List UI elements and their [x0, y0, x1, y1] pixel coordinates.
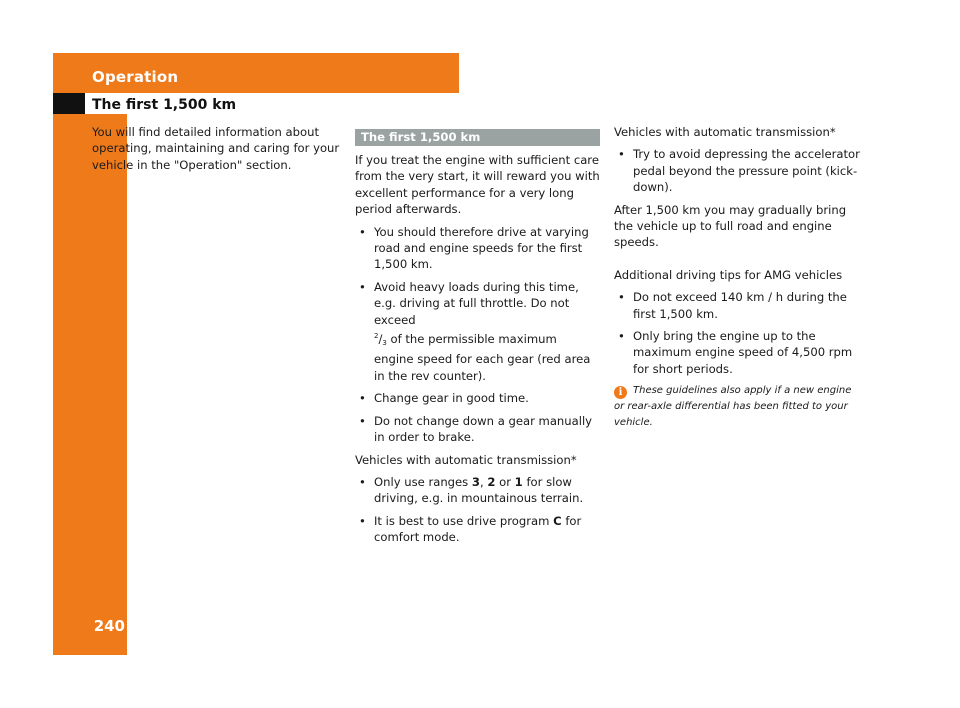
- two-thirds-fraction: $^2/_3$: [374, 332, 387, 348]
- break-in-list: [355, 224, 600, 446]
- list-item: • Avoid heavy loads during this time, e.g. driving at full throttle. Do not exceed $^2/_3$ of the permissible maximum engine speed for each gear (red area in the rev counter).: [359, 279, 591, 383]
- section-title: Operation: [92, 68, 179, 86]
- bullet-icon: •: [618, 290, 625, 305]
- bullet-icon: •: [359, 391, 366, 406]
- amg-heading: Additional driving tips for AMG vehicles: [614, 267, 843, 282]
- intro-paragraph: You will find detailed information about operating, maintaining and caring for your vehicle in the "Operation" section.: [92, 125, 340, 172]
- list-item: • It is best to use drive program C for comfort mode.: [359, 513, 582, 545]
- list-item: • Do not change down a gear manually in order to brake.: [359, 413, 593, 445]
- list-item: • Only use ranges 3, 2 or 1 for slow driving, e.g. in mountainous terrain.: [359, 474, 584, 506]
- box-title: The first 1,500 km: [355, 129, 600, 146]
- automatic-heading: Vehicles with automatic transmission*: [355, 452, 577, 467]
- bullet-icon: •: [359, 474, 366, 489]
- automatic-heading: Vehicles with automatic transmission*: [614, 125, 836, 139]
- automatic-list: [355, 474, 600, 546]
- bullet-icon: •: [618, 147, 625, 162]
- care-paragraph: If you treat the engine with sufficient care from the very start, it will reward you with excellent performance for a very long period afterwards.: [355, 153, 600, 217]
- column-middle: [355, 129, 600, 552]
- bullet-icon: •: [359, 413, 366, 428]
- side-bar: [53, 114, 127, 655]
- subsection-title: The first 1,500 km: [92, 97, 237, 113]
- page-number: 240: [93, 617, 125, 635]
- bullet-icon: •: [359, 279, 366, 294]
- info-note: i These guidelines also apply if a new engine or rear-axle differential has been fitted to your vehicle.: [614, 385, 852, 429]
- bullet-icon: •: [359, 224, 366, 239]
- subsection-marker: [53, 93, 85, 114]
- bullet-icon: •: [618, 329, 625, 344]
- column-left: [92, 124, 342, 179]
- list-item: • Change gear in good time.: [359, 391, 529, 406]
- kickdown-list: [614, 146, 864, 195]
- column-right: [614, 124, 864, 431]
- list-item: • Do not exceed 140 km / h during the first 1,500 km.: [618, 290, 847, 321]
- full-speed-paragraph: After 1,500 km you may gradually bring the vehicle up to full road and engine speeds.: [614, 202, 847, 250]
- bullet-icon: •: [359, 513, 366, 528]
- list-item: • You should therefore drive at varying road and engine speeds for the first 1,500 km.: [359, 224, 589, 272]
- list-item: • Try to avoid depressing the accelerator pedal beyond the pressure point (kick-down).: [618, 147, 860, 195]
- info-icon: i: [614, 386, 627, 399]
- list-item: • Only bring the engine up to the maximum engine speed of 4,500 rpm for short periods.: [618, 329, 853, 376]
- amg-list: [614, 289, 864, 377]
